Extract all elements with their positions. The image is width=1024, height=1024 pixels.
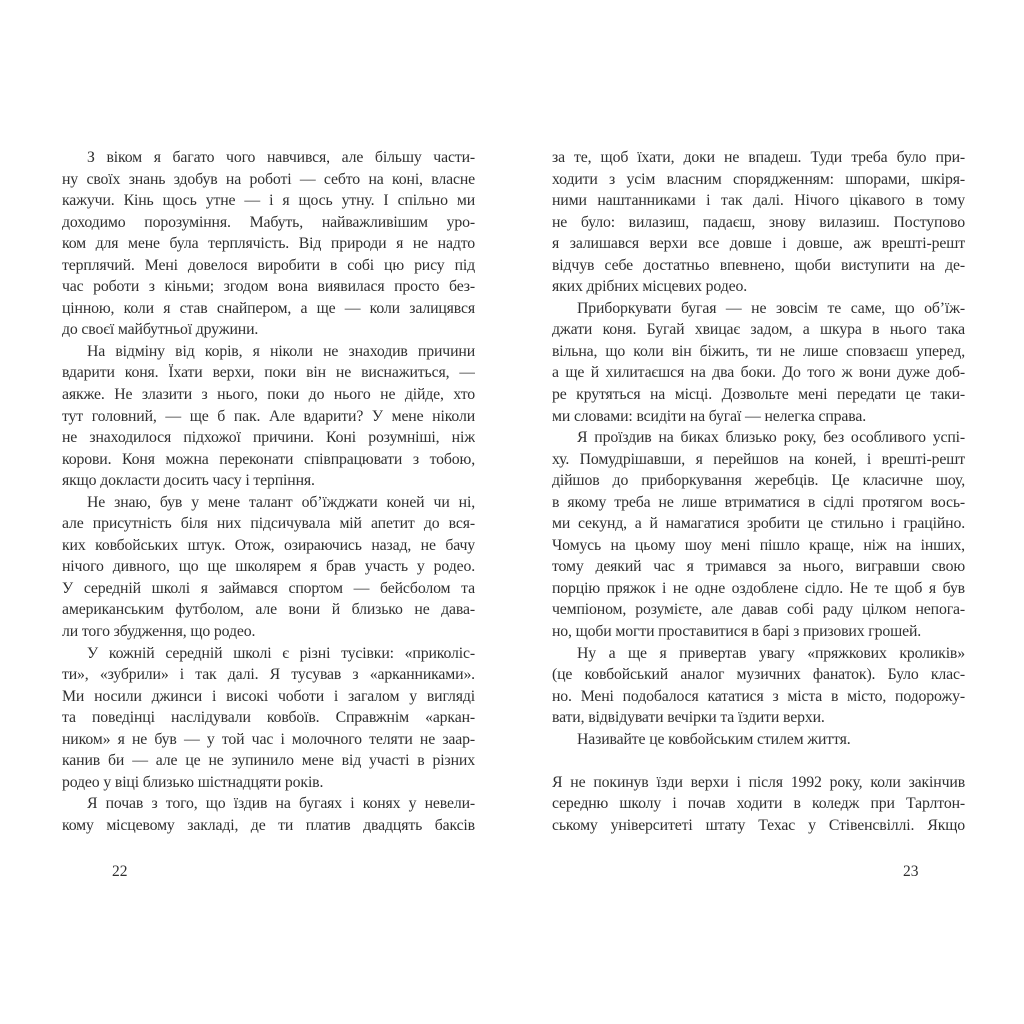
text-line: Я проїздив на биках близько року, без особливого успі- — [577, 429, 965, 447]
text-line: но, щоби могти проставитися в барі з призових грошей. — [552, 623, 922, 641]
text-line: Я почав з того, що їздив на бугаях і конях у невели- — [87, 795, 475, 813]
paragraph — [552, 729, 965, 751]
page-number-left: 22 — [112, 863, 128, 880]
paragraph — [62, 643, 475, 794]
paragraph — [62, 341, 475, 492]
text-line: ре крутяться на місці. Дозвольте мені передати це таки- — [552, 386, 965, 404]
text-line: З віком я багато чого навчився, але більшу части- — [87, 149, 475, 166]
paragraph — [62, 492, 475, 643]
text-line: чемпіоном, розумієте, але давав собі раду цілком непога- — [552, 601, 965, 619]
text-line: я залишався верхи все довше і довше, аж врешті-решт — [552, 235, 965, 253]
text-line: родео у віці близько шістнадцяти років. — [62, 773, 324, 791]
text-line: яких дрібних місцевих родео. — [552, 278, 748, 296]
text-line: На відміну від корів, я ніколи не знаходив причини — [87, 342, 475, 360]
text-line: середню школу і почав ходити в коледж при Тарлтон- — [552, 795, 965, 813]
text-line: тут головний, — ще б пак. Але вдарити? У мене ніколи — [62, 407, 475, 425]
text-line: але присутність біля них підсичувала мій апетит до вся- — [62, 515, 475, 533]
text-line: тому деякий час я тримався за нього, вигравши свою — [552, 558, 965, 576]
text-line: відчув себе достатньо впевнено, щоби виступити на де- — [552, 256, 965, 274]
text-line: до своєї майбутньої дружини. — [62, 321, 259, 339]
text-line: ському університеті штату Техас у Стівенсвіллі. Якщо — [552, 816, 965, 834]
text-line: вати, відвідувати вечірки та їздити верхи. — [552, 709, 825, 727]
text-line: джати коня. Бугай хвицає задом, а шкура в нього така — [552, 321, 965, 339]
text-line: ми словами: всидіти на бугаї — нелегка справа. — [552, 407, 867, 425]
paragraph — [552, 643, 965, 729]
text-line: У кожній середній школі є різні тусівки: «приколіс- — [87, 644, 475, 662]
text-line: ли того збудження, що родео. — [62, 623, 256, 641]
text-line: ху. Помудрішавши, я перейшов на коней, і врешті-решт — [552, 450, 965, 468]
paragraph — [552, 147, 965, 298]
text-line: вдарити коня. Їхати верхи, поки він не виснажиться, — — [62, 364, 475, 382]
text-line: аякже. Не злазити з нього, поки до нього не дійде, хто — [62, 386, 475, 404]
text-line: нічого дивного, що ще школярем я брав участь у родео. — [62, 558, 475, 576]
text-line: Приборкувати бугая — не зовсім те саме, що об’їж- — [577, 299, 965, 317]
page-number-right: 23 — [903, 863, 919, 880]
text-line: корови. Коня можна переконати співпрацювати з тобою, — [62, 450, 475, 468]
text-line: якщо докласти досить часу і терпіння. — [62, 472, 315, 490]
text-line: кому місцевому закладі, де ти платив двадцять баксів — [62, 816, 475, 834]
left-page — [62, 147, 475, 837]
text-line: Називайте це ковбойським стилем життя. — [577, 730, 851, 748]
text-line: Чомусь на цьому шоу мені пішло краще, ніж на інших, — [552, 536, 965, 554]
paragraph — [62, 793, 475, 836]
paragraph — [552, 772, 965, 837]
text-line: вільна, що коли він біжить, ти не лише сповзаєш уперед, — [552, 342, 965, 360]
text-line: Не знаю, був у мене талант об’їжджати коней чи ні, — [87, 493, 475, 511]
text-line: ких ковбойських штук. Отож, озираючись назад, не бачу — [62, 536, 475, 554]
text-line: канив би — але це не зупинило мене від участі в різних — [62, 752, 475, 770]
paragraph — [62, 147, 475, 341]
text-line: (це ковбойський аналог музичних фанаток). Було клас- — [552, 666, 965, 684]
text-line: У середній школі я займався спортом — бейсболом та — [62, 579, 475, 597]
text-line: Я не покинув їзди верхи і після 1992 року, коли закінчив — [552, 773, 965, 791]
text-line: в якому треба не лише втриматися в сідлі протягом вось- — [552, 493, 965, 511]
text-line: доходимо порозуміння. Мабуть, найважливішим уро- — [62, 213, 475, 231]
text-line: ходити з усім власним спорядженням: шпорами, шкіря- — [552, 170, 965, 188]
right-page — [552, 147, 965, 837]
text-line: цінною, коли я став снайпером, а ще — коли залицявся — [62, 299, 475, 317]
text-line: Ми носили джинси і високі чоботи і загалом у вигляді — [62, 687, 475, 705]
text-line: терплячий. Мені довелося виробити в собі цю рису під — [62, 256, 475, 274]
text-line: не знаходилося підхожої причини. Коні розумніші, ніж — [62, 429, 475, 447]
text-line: Ну а ще я привертав увагу «пряжкових кроликів» — [577, 644, 965, 662]
text-line: но. Мені подобалося кататися з міста в місто, подорожу- — [552, 687, 965, 705]
paragraph — [552, 298, 965, 427]
text-line: дійшов до приборкування жеребців. Це класичне шоу, — [552, 472, 965, 490]
text-line: кажучи. Кінь щось утне — і я щось утну. І спільно ми — [62, 192, 475, 210]
text-line: порцію пряжок і не одне оздоблене сідло. Не те щоб я був — [552, 579, 965, 597]
text-line: американським футболом, але вони й близько не дава- — [62, 601, 475, 619]
text-line: ну своїх знань здобув на роботі — себто на коні, власне — [62, 170, 475, 188]
text-line: ником» я не був — у той час і молочного теляти не заар- — [62, 730, 475, 748]
text-line: ком для мене була терплячість. Від природи я не надто — [62, 235, 475, 253]
text-line: ти», «зубрили» і так далі. Я тусував з «арканниками». — [62, 666, 475, 684]
text-line: а ще й хилитаєшся на два боки. До того ж вони дуже доб- — [552, 364, 965, 382]
text-line: ними наштанниками і так далі. Нічого цікавого в тому — [552, 192, 965, 210]
text-line: час роботи з кіньми; згодом вона виявилася просто без- — [62, 278, 475, 296]
paragraph — [552, 427, 965, 642]
text-line: та поведінці наслідували ковбоїв. Справжнім «аркан- — [62, 709, 475, 727]
text-line: не було: вилазиш, падаєш, знову вилазиш. Поступово — [552, 213, 965, 231]
text-line: за те, щоб їхати, доки не впадеш. Туди треба було при- — [552, 149, 965, 166]
text-line: ми секунд, а й намагатися зробити це стильно і граційно. — [552, 515, 965, 533]
